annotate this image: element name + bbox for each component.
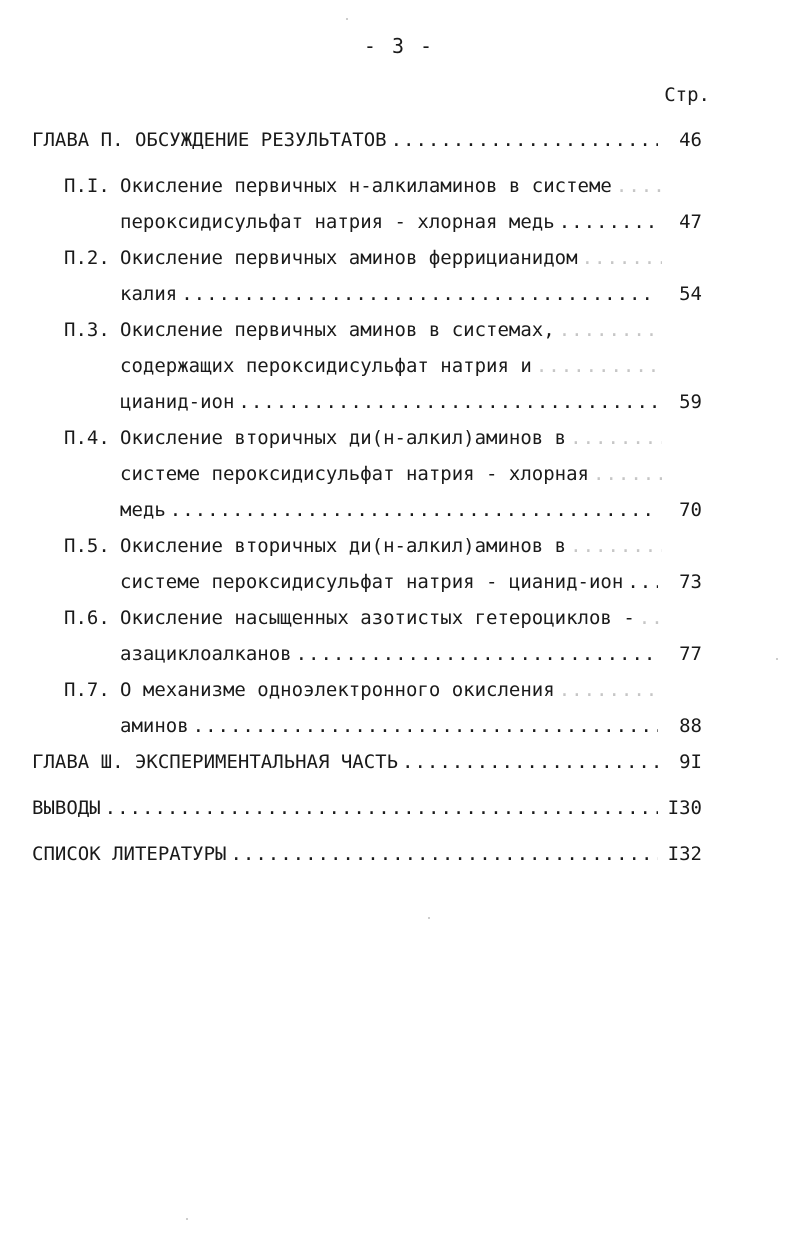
toc-section-number: П.3. xyxy=(64,319,110,341)
toc-page-number: 54 xyxy=(679,283,702,305)
toc-page-number: 47 xyxy=(679,211,702,233)
dot-leader xyxy=(181,279,658,309)
scan-speck xyxy=(346,18,348,20)
toc-chapter-row xyxy=(32,747,702,777)
toc-entry-text: ГЛАВА Ш. ЭКСПЕРИМЕНТАЛЬНАЯ ЧАСТЬ xyxy=(32,751,399,773)
toc-entry-text: медь xyxy=(120,499,166,521)
toc-section-line xyxy=(64,279,702,309)
dot-leader xyxy=(559,315,662,345)
toc-entry-text: Окисление вторичных ди(н-алкил)аминов в xyxy=(120,427,567,449)
toc-entry-text: СПИСОК ЛИТЕРАТУРЫ xyxy=(32,843,227,865)
toc-entry-text: содержащих пероксидисульфат натрия и xyxy=(120,355,532,377)
dot-leader xyxy=(593,459,662,489)
toc-section-line xyxy=(64,531,702,561)
toc-page-number: I32 xyxy=(667,843,702,865)
toc-section-line xyxy=(64,711,702,741)
toc-page-number: 59 xyxy=(679,391,702,413)
toc-entry-text: калия xyxy=(120,283,178,305)
scan-speck xyxy=(428,917,430,919)
toc-section-number: П.4. xyxy=(64,427,110,449)
dot-leader xyxy=(238,387,658,417)
toc-section-line xyxy=(64,459,702,489)
toc-section-number: П.6. xyxy=(64,607,110,629)
toc-page-number: 73 xyxy=(679,571,702,593)
page-number: - 3 - xyxy=(363,34,435,58)
dot-leader xyxy=(536,351,662,381)
toc-section-number: П.2. xyxy=(64,247,110,269)
dot-leader xyxy=(391,125,658,155)
toc-chapter-row xyxy=(32,125,702,155)
toc-section-line xyxy=(64,351,702,381)
toc-entry-text: Окисление первичных аминов феррицианидом xyxy=(120,247,578,269)
toc-entry-text: Окисление первичных н-алкиламинов в системе xyxy=(120,175,612,197)
toc-entry-text: ГЛАВА П. ОБСУЖДЕНИЕ РЕЗУЛЬТАТОВ xyxy=(32,129,387,151)
toc-entry-text: аминов xyxy=(120,715,189,737)
toc-section-number: П.7. xyxy=(64,679,110,701)
dot-leader xyxy=(570,423,662,453)
toc-page-number: 88 xyxy=(679,715,702,737)
toc-page-number: 77 xyxy=(679,643,702,665)
toc-section-line xyxy=(64,495,702,525)
toc-entry-text: азациклоалканов xyxy=(120,643,292,665)
toc-entry-text: системе пероксидисульфат натрия - хлорная xyxy=(120,463,589,485)
toc-chapter-row xyxy=(32,793,702,823)
dot-leader xyxy=(570,531,662,561)
toc-entry-text: ВЫВОДЫ xyxy=(32,797,101,819)
dot-leader xyxy=(582,243,662,273)
toc-entry-text: О механизме одноэлектронного окисления xyxy=(120,679,555,701)
toc-section-line xyxy=(64,675,702,705)
toc-entry-text: цианид-ион xyxy=(120,391,235,413)
toc-section-line xyxy=(64,387,702,417)
scan-speck xyxy=(186,1218,188,1220)
toc-entry-text: Окисление насыщенных азотистых гетероциклов - xyxy=(120,607,635,629)
toc-section-line xyxy=(64,567,702,597)
page-column-label: Стр. xyxy=(664,84,710,106)
dot-leader xyxy=(616,171,662,201)
toc-entry-text: Окисление вторичных ди(н-алкил)аминов в xyxy=(120,535,567,557)
toc-section-line xyxy=(64,603,702,633)
toc-chapter-row xyxy=(32,839,702,869)
toc-page-number: I30 xyxy=(667,797,702,819)
toc-section-line xyxy=(64,207,702,237)
toc-entry-text: Окисление первичных аминов в системах, xyxy=(120,319,555,341)
toc-section-number: П.I. xyxy=(64,175,110,197)
dot-leader xyxy=(402,747,658,777)
toc-section-line xyxy=(64,243,702,273)
dot-leader xyxy=(193,711,658,741)
dot-leader xyxy=(105,793,658,823)
dot-leader xyxy=(296,639,658,669)
toc-section-number: П.5. xyxy=(64,535,110,557)
dot-leader xyxy=(230,839,658,869)
toc-entry-text: пероксидисульфат натрия - хлорная медь xyxy=(120,211,555,233)
dot-leader xyxy=(559,207,658,237)
toc-section-line xyxy=(64,639,702,669)
dot-leader xyxy=(170,495,658,525)
toc-page-number: 46 xyxy=(679,129,702,151)
dot-leader xyxy=(639,603,662,633)
toc-section-line xyxy=(64,423,702,453)
scan-speck xyxy=(776,658,778,660)
toc-section-line xyxy=(64,315,702,345)
dot-leader xyxy=(559,675,662,705)
toc-entry-text: системе пероксидисульфат натрия - цианид-ион xyxy=(120,571,624,593)
toc-section-line xyxy=(64,171,702,201)
toc-page-number: 70 xyxy=(679,499,702,521)
toc-page-number: 9I xyxy=(679,751,702,773)
dot-leader xyxy=(627,567,658,597)
